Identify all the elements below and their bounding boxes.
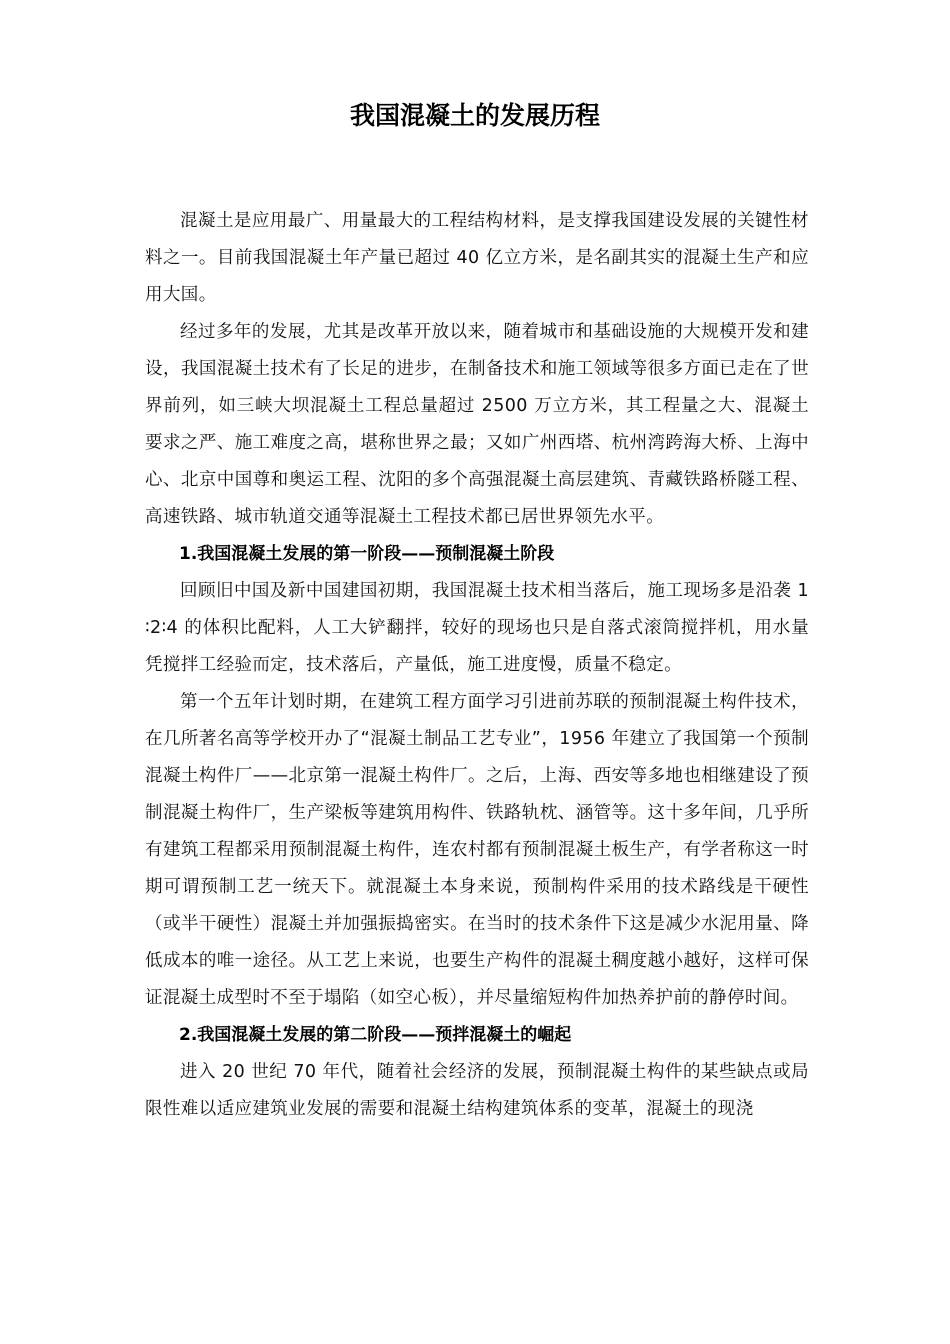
section-1-heading: 1.我国混凝土发展的第一阶段——预制混凝土阶段 (179, 544, 555, 564)
intro-paragraph-1: 混凝土是应用最广、用量最大的工程结构材料，是支撑我国建设发展的关键性材料之一。目前我国混凝土年产量已超过 40 亿立方米，是名副其实的混凝土生产和应用大国。 (145, 211, 809, 305)
document-title: 我国混凝土的发展历程 (349, 101, 600, 130)
section-1-paragraph-1: 回顾旧中国及新中国建国初期，我国混凝土技术相当落后，施工现场多是沿袭 1∶2∶4 的体积比配料，人工大铲翻拌，较好的现场也只是自落式滚筒搅拌机，用水量凭搅拌工经验而定，技术落后，产量低，施工进度慢，质量不稳定。 (145, 581, 809, 675)
document-body (145, 203, 809, 1128)
section-2-paragraph-1: 进入 20 世纪 70 年代，随着社会经济的发展，预制混凝土构件的某些缺点或局限性难以适应建筑业发展的需要和混凝土结构建筑体系的变革，混凝土的现浇 (145, 1062, 809, 1119)
section-2-heading: 2.我国混凝土发展的第二阶段——预拌混凝土的崛起 (179, 1025, 572, 1045)
section-1-paragraph-2: 第一个五年计划时期，在建筑工程方面学习引进前苏联的预制混凝土构件技术，在几所著名高等学校开办了“混凝土制品工艺专业”，1956 年建立了我国第一个预制混凝土构件厂——北京第一混凝土构件厂。之后，上海、西安等多地也相继建设了预制混凝土构件厂，生产梁板等建筑用构件、铁路轨枕、涵管等。这十多年间，几乎所有建筑工程都采用预制混凝土构件，连农村都有预制混凝土板生产，有学者称这一时期可谓预制工艺一统天下。就混凝土本身来说，预制构件采用的技术路线是干硬性（或半干硬性）混凝土并加强振捣密实。在当时的技术条件下这是减少水泥用量、降低成本的唯一途径。从工艺上来说，也要生产构件的混凝土稠度越小越好，这样可保证混凝土成型时不至于塌陷（如空心板），并尽量缩短构件加热养护前的静停时间。 (145, 692, 809, 1008)
intro-paragraph-2: 经过多年的发展，尤其是改革开放以来，随着城市和基础设施的大规模开发和建设，我国混凝土技术有了长足的进步，在制备技术和施工领域等很多方面已走在了世界前列，如三峡大坝混凝土工程总量超过 2500 万立方米，其工程量之大、混凝土要求之严、施工难度之高，堪称世界之最；又如广州西塔、杭州湾跨海大桥、上海中心、北京中国尊和奥运工程、沈阳的多个高强混凝土高层建筑、青藏铁路桥隧工程、高速铁路、城市轨道交通等混凝土工程技术都已居世界领先水平。 (145, 322, 809, 527)
